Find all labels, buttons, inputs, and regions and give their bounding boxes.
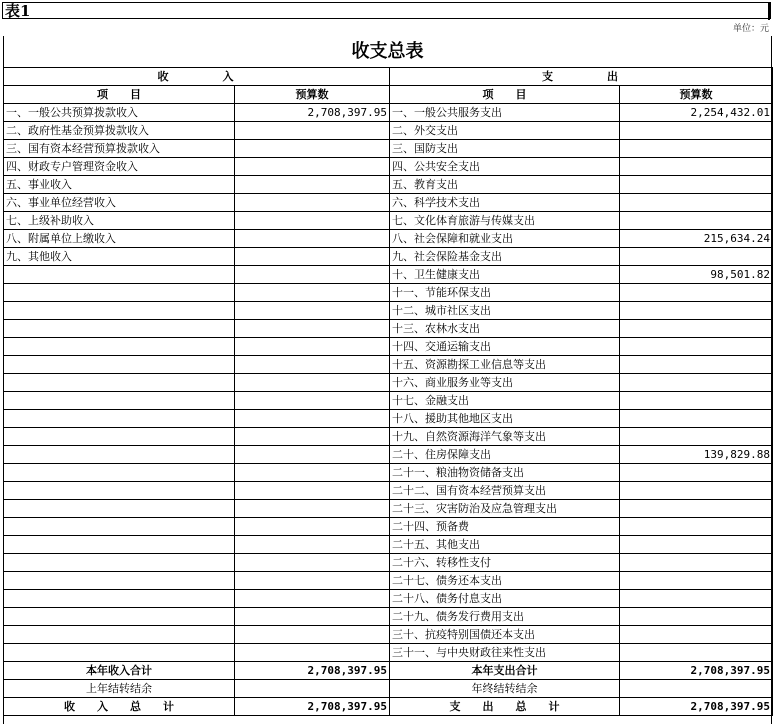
- expense-amount-cell[interactable]: [620, 374, 773, 392]
- expense-item-cell[interactable]: 五、教育支出: [390, 176, 620, 194]
- expense-amount-cell[interactable]: 98,501.82: [620, 266, 773, 284]
- income-total-label[interactable]: 本年收入合计: [4, 662, 235, 680]
- income-item-cell[interactable]: 六、事业单位经营收入: [4, 194, 235, 212]
- table-row: [4, 446, 773, 464]
- income-amount-cell[interactable]: [235, 194, 390, 212]
- income-item-cell[interactable]: [4, 536, 235, 554]
- expense-item-cell[interactable]: 十二、城市社区支出: [390, 302, 620, 320]
- expense-item-cell[interactable]: 二、外交支出: [390, 122, 620, 140]
- expense-amount-cell[interactable]: [620, 122, 773, 140]
- expense-amount-cell[interactable]: 139,829.88: [620, 446, 773, 464]
- income-amount-cell[interactable]: [235, 230, 390, 248]
- table-row: [4, 572, 773, 590]
- table-row: [4, 536, 773, 554]
- expense-item-cell[interactable]: 十六、商业服务业等支出: [390, 374, 620, 392]
- income-item-cell[interactable]: [4, 446, 235, 464]
- table-row: [4, 482, 773, 500]
- table-row: [4, 554, 773, 572]
- expense-total-label[interactable]: 本年支出合计: [390, 662, 620, 680]
- income-item-cell[interactable]: [4, 482, 235, 500]
- expense-item-cell[interactable]: 二十、住房保障支出: [390, 446, 620, 464]
- income-amount-cell[interactable]: [235, 482, 390, 500]
- income-amount-cell[interactable]: [235, 446, 390, 464]
- table-row: [4, 392, 773, 410]
- selected-cell-a1[interactable]: [2, 2, 771, 19]
- income-amount-cell[interactable]: [235, 518, 390, 536]
- income-item-cell[interactable]: 三、国有资本经营预算拨款收入: [4, 140, 235, 158]
- total-row: [4, 662, 773, 680]
- table-row: [4, 356, 773, 374]
- income-item-cell[interactable]: [4, 554, 235, 572]
- table-row: [4, 518, 773, 536]
- income-item-cell[interactable]: 二、政府性基金预算拨款收入: [4, 122, 235, 140]
- expense-amount-cell[interactable]: [620, 482, 773, 500]
- income-amount-cell[interactable]: [235, 248, 390, 266]
- expense-amount-cell[interactable]: [620, 392, 773, 410]
- expense-amount-cell[interactable]: [620, 356, 773, 374]
- expense-total-label[interactable]: 年终结转结余: [390, 680, 620, 698]
- expense-amount-cell[interactable]: [620, 284, 773, 302]
- expense-amount-cell[interactable]: [620, 554, 773, 572]
- income-amount-cell[interactable]: [235, 428, 390, 446]
- income-amount-cell[interactable]: [235, 338, 390, 356]
- expense-amount-cell[interactable]: [620, 626, 773, 644]
- income-total-amount[interactable]: 2,708,397.95: [235, 698, 390, 716]
- expense-total-amount[interactable]: 2,708,397.95: [620, 662, 773, 680]
- income-total-amount[interactable]: [235, 680, 390, 698]
- income-budget-header[interactable]: 预算数: [235, 86, 390, 104]
- income-amount-cell[interactable]: [235, 536, 390, 554]
- expense-item-cell[interactable]: 七、文化体育旅游与传媒支出: [390, 212, 620, 230]
- expense-amount-cell[interactable]: [620, 500, 773, 518]
- income-item-cell[interactable]: [4, 374, 235, 392]
- table-row: [4, 248, 773, 266]
- table-row: [4, 320, 773, 338]
- income-item-cell[interactable]: [4, 338, 235, 356]
- expense-item-cell[interactable]: 十三、农林水支出: [390, 320, 620, 338]
- expense-item-cell[interactable]: 二十五、其他支出: [390, 536, 620, 554]
- expense-amount-cell[interactable]: [620, 572, 773, 590]
- expense-amount-cell[interactable]: 2,254,432.01: [620, 104, 773, 122]
- expense-total-amount[interactable]: 2,708,397.95: [620, 698, 773, 716]
- expense-amount-cell[interactable]: [620, 338, 773, 356]
- income-item-cell[interactable]: [4, 428, 235, 446]
- expense-item-cell[interactable]: 十八、援助其他地区支出: [390, 410, 620, 428]
- expense-amount-cell[interactable]: [620, 248, 773, 266]
- expense-item-cell[interactable]: 三十、抗疫特别国债还本支出: [390, 626, 620, 644]
- income-expense-table: [3, 67, 773, 716]
- income-total-label[interactable]: 上年结转结余: [4, 680, 235, 698]
- unit-label: 单位：元: [732, 24, 769, 34]
- income-item-cell[interactable]: [4, 320, 235, 338]
- income-item-cell[interactable]: [4, 464, 235, 482]
- income-amount-cell[interactable]: [235, 302, 390, 320]
- expense-item-cell[interactable]: 二十七、债务还本支出: [390, 572, 620, 590]
- income-item-cell[interactable]: 五、事业收入: [4, 176, 235, 194]
- income-amount-cell[interactable]: [235, 356, 390, 374]
- expense-amount-cell[interactable]: [620, 140, 773, 158]
- table-row: [4, 230, 773, 248]
- expense-item-cell[interactable]: 十九、自然资源海洋气象等支出: [390, 428, 620, 446]
- income-item-cell[interactable]: [4, 572, 235, 590]
- income-amount-cell[interactable]: [235, 212, 390, 230]
- column-header-row: [4, 86, 773, 104]
- income-amount-cell[interactable]: [235, 626, 390, 644]
- income-item-cell[interactable]: [4, 608, 235, 626]
- income-item-cell[interactable]: [4, 500, 235, 518]
- total-row: [4, 698, 773, 716]
- expense-amount-cell[interactable]: [620, 176, 773, 194]
- expense-item-cell[interactable]: 二十六、转移性支付: [390, 554, 620, 572]
- income-item-cell[interactable]: 八、附属单位上缴收入: [4, 230, 235, 248]
- income-item-cell[interactable]: [4, 284, 235, 302]
- income-item-cell[interactable]: [4, 410, 235, 428]
- table-row: [4, 122, 773, 140]
- expense-item-cell[interactable]: 十七、金融支出: [390, 392, 620, 410]
- expense-amount-cell[interactable]: [620, 464, 773, 482]
- expense-item-cell[interactable]: 十一、节能环保支出: [390, 284, 620, 302]
- expense-budget-header[interactable]: 预算数: [620, 86, 773, 104]
- expense-amount-cell[interactable]: [620, 320, 773, 338]
- table-row: [4, 104, 773, 122]
- income-amount-cell[interactable]: [235, 590, 390, 608]
- expense-amount-cell[interactable]: [620, 608, 773, 626]
- income-amount-cell[interactable]: [235, 176, 390, 194]
- income-amount-cell[interactable]: [235, 410, 390, 428]
- income-total-amount[interactable]: 2,708,397.95: [235, 662, 390, 680]
- expense-section-header[interactable]: 支 出: [390, 68, 773, 86]
- income-item-cell[interactable]: [4, 644, 235, 662]
- table-row: [4, 410, 773, 428]
- income-amount-cell[interactable]: [235, 572, 390, 590]
- income-amount-cell[interactable]: [235, 500, 390, 518]
- income-item-cell[interactable]: [4, 302, 235, 320]
- table-row: [4, 338, 773, 356]
- expense-amount-cell[interactable]: [620, 518, 773, 536]
- income-amount-cell[interactable]: [235, 464, 390, 482]
- table-row: [4, 464, 773, 482]
- income-item-cell[interactable]: [4, 626, 235, 644]
- expense-item-cell[interactable]: 一、一般公共服务支出: [390, 104, 620, 122]
- income-item-header[interactable]: 项 目: [4, 86, 235, 104]
- table-row: [4, 608, 773, 626]
- expense-item-cell[interactable]: 十四、交通运输支出: [390, 338, 620, 356]
- table-row: [4, 626, 773, 644]
- income-item-cell[interactable]: [4, 266, 235, 284]
- section-header-row: [4, 68, 773, 86]
- table-row: [4, 500, 773, 518]
- table-row: [4, 374, 773, 392]
- table-row: [4, 140, 773, 158]
- expense-item-cell[interactable]: 十五、资源勘探工业信息等支出: [390, 356, 620, 374]
- income-amount-cell[interactable]: [235, 374, 390, 392]
- income-amount-cell[interactable]: [235, 140, 390, 158]
- income-amount-cell[interactable]: [235, 554, 390, 572]
- table-row: [4, 428, 773, 446]
- table-row: [4, 194, 773, 212]
- income-amount-cell[interactable]: [235, 608, 390, 626]
- table-row: [4, 284, 773, 302]
- income-item-cell[interactable]: [4, 518, 235, 536]
- expense-item-cell[interactable]: 二十三、灾害防治及应急管理支出: [390, 500, 620, 518]
- expense-item-cell[interactable]: 二十一、粮油物资储备支出: [390, 464, 620, 482]
- expense-item-header[interactable]: 项 目: [390, 86, 620, 104]
- cell-fill-handle[interactable]: [768, 3, 770, 20]
- income-amount-cell[interactable]: [235, 320, 390, 338]
- table-title: 收支总表: [351, 41, 424, 62]
- table-number: 表1: [5, 2, 31, 20]
- expense-total-amount[interactable]: [620, 680, 773, 698]
- expense-amount-cell[interactable]: [620, 194, 773, 212]
- income-amount-cell[interactable]: [235, 284, 390, 302]
- expense-amount-cell[interactable]: [620, 644, 773, 662]
- expense-amount-cell[interactable]: 215,634.24: [620, 230, 773, 248]
- income-item-cell[interactable]: 九、其他收入: [4, 248, 235, 266]
- income-amount-cell[interactable]: [235, 158, 390, 176]
- table-row: [4, 212, 773, 230]
- expense-item-cell[interactable]: 六、科学技术支出: [390, 194, 620, 212]
- expense-item-cell[interactable]: 二十四、预备费: [390, 518, 620, 536]
- expense-item-cell[interactable]: 二十二、国有资本经营预算支出: [390, 482, 620, 500]
- expense-item-cell[interactable]: 三、国防支出: [390, 140, 620, 158]
- income-item-cell[interactable]: 七、上级补助收入: [4, 212, 235, 230]
- expense-amount-cell[interactable]: [620, 302, 773, 320]
- expense-amount-cell[interactable]: [620, 410, 773, 428]
- income-item-cell[interactable]: [4, 356, 235, 374]
- expense-item-cell[interactable]: 二十九、债务发行费用支出: [390, 608, 620, 626]
- expense-item-cell[interactable]: 二十八、债务付息支出: [390, 590, 620, 608]
- expense-item-cell[interactable]: 四、公共安全支出: [390, 158, 620, 176]
- expense-total-label[interactable]: 支 出 总 计: [390, 698, 620, 716]
- expense-amount-cell[interactable]: [620, 590, 773, 608]
- table-row: [4, 644, 773, 662]
- income-section-header[interactable]: 收 入: [4, 68, 390, 86]
- expense-item-cell[interactable]: 九、社会保险基金支出: [390, 248, 620, 266]
- table-row: [4, 266, 773, 284]
- income-total-label[interactable]: 收 入 总 计: [4, 698, 235, 716]
- table-row: [4, 158, 773, 176]
- income-amount-cell[interactable]: 2,708,397.95: [235, 104, 390, 122]
- total-row: [4, 680, 773, 698]
- expense-amount-cell[interactable]: [620, 536, 773, 554]
- expense-item-cell[interactable]: 十、卫生健康支出: [390, 266, 620, 284]
- table-row: [4, 176, 773, 194]
- table-row: [4, 590, 773, 608]
- income-amount-cell[interactable]: [235, 122, 390, 140]
- table-row: [4, 302, 773, 320]
- income-item-cell[interactable]: [4, 590, 235, 608]
- income-item-cell[interactable]: 四、财政专户管理资金收入: [4, 158, 235, 176]
- income-amount-cell[interactable]: [235, 392, 390, 410]
- income-amount-cell[interactable]: [235, 644, 390, 662]
- expense-amount-cell[interactable]: [620, 158, 773, 176]
- expense-item-cell[interactable]: 八、社会保障和就业支出: [390, 230, 620, 248]
- income-item-cell[interactable]: 一、一般公共预算拨款收入: [4, 104, 235, 122]
- income-amount-cell[interactable]: [235, 266, 390, 284]
- expense-amount-cell[interactable]: [620, 212, 773, 230]
- income-item-cell[interactable]: [4, 392, 235, 410]
- expense-item-cell[interactable]: 三十一、与中央财政往来性支出: [390, 644, 620, 662]
- expense-amount-cell[interactable]: [620, 428, 773, 446]
